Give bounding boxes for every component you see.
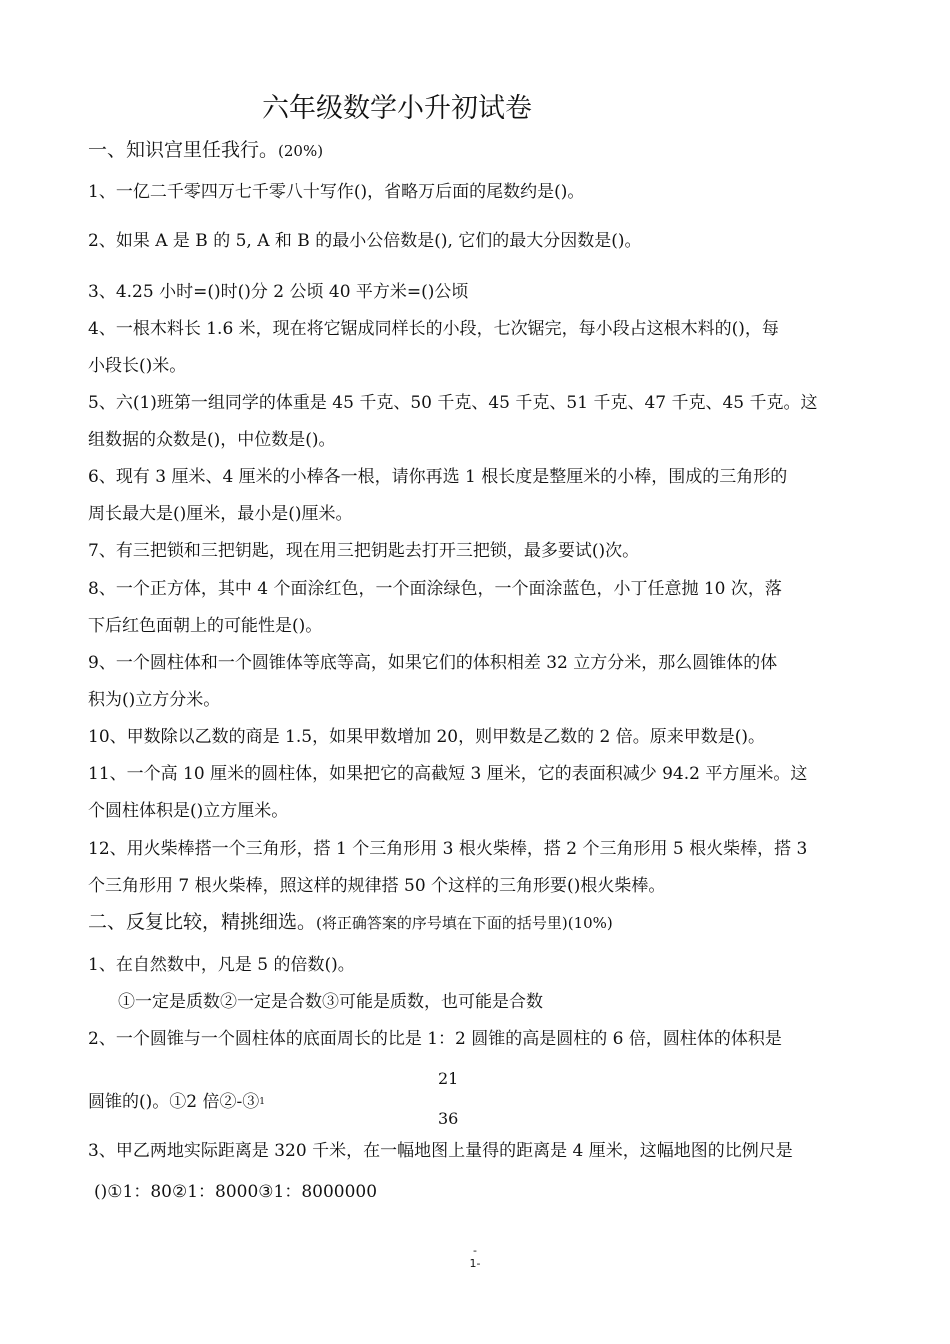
choice-question-2-line-1: 2、一个圆锥与一个圆柱体的底面周长的比是 1：2 圆锥的高是圆柱的 6 倍，圆柱体的体积是 — [88, 1029, 782, 1049]
section-heading-2 — [88, 910, 613, 935]
question-2: 2、如果 A 是 B 的 5, A 和 B 的最小公倍数是(), 它们的最大分因数是()。 — [88, 231, 642, 251]
question-4-line-1: 4、一根木料长 1.6 米，现在将它锯成同样长的小段，七次锯完，每小段占这根木料的()，每 — [88, 319, 779, 339]
choice-question-1-options: ①一定是质数②一定是合数③可能是质数，也可能是合数 — [118, 992, 543, 1012]
section-2-note: (将正确答案的序号填在下面的括号里)(10%) — [316, 914, 613, 932]
section-2-title: 二、反复比较，精挑细选。 — [88, 911, 317, 933]
question-4-line-2: 小段长()米。 — [88, 356, 187, 376]
choice-question-2-line-2 — [88, 1090, 265, 1114]
section-heading-1 — [88, 138, 323, 163]
question-12-line-2: 个三角形用 7 根火柴棒，照这样的规律搭 50 个这样的三角形要()根火柴棒。 — [88, 876, 666, 896]
choice-question-2-text: 圆锥的()。①2 倍②-③ — [88, 1092, 260, 1112]
question-6-line-1: 6、现有 3 厘米、4 厘米的小棒各一根，请你再选 1 根长度是整厘米的小棒，围成的三角形的 — [88, 467, 788, 487]
question-1: 1、一亿二千零四万七千零八十写作()，省略万后面的尾数约是()。 — [88, 182, 585, 202]
question-8-line-2: 下后红色面朝上的可能性是()。 — [88, 616, 323, 636]
question-6-line-2: 周长最大是()厘米，最小是()厘米。 — [88, 504, 353, 524]
question-10: 10、甲数除以乙数的商是 1.5，如果甲数增加 20，则甲数是乙数的 2 倍。原来甲数是()。 — [88, 727, 765, 747]
choice-question-3-line-1: 3、甲乙两地实际距离是 320 千米，在一幅地图上量得的距离是 4 厘米，这幅地图的比例尺是 — [88, 1141, 793, 1161]
question-12-line-1: 12、用火柴棒搭一个三角形，搭 1 个三角形用 3 根火柴棒，搭 2 个三角形用 5 根火柴棒，搭 3 — [88, 839, 808, 859]
section-1-score: (20%) — [278, 142, 324, 160]
page-number: 1- — [469, 1257, 481, 1270]
choice-question-3-line-2: ()①1：80②1：8000③1：8000000 — [94, 1182, 378, 1202]
question-9-line-2: 积为()立方分米。 — [88, 690, 221, 710]
question-5-line-2: 组数据的众数是()，中位数是()。 — [88, 430, 336, 450]
superscript-one: 1 — [259, 1097, 265, 1107]
question-11-line-2: 个圆柱体积是()立方厘米。 — [88, 801, 289, 821]
fraction-denominator: 36 — [438, 1109, 459, 1128]
question-7: 7、有三把锁和三把钥匙，现在用三把钥匙去打开三把锁，最多要试()次。 — [88, 541, 640, 561]
choice-question-1: 1、在自然数中，凡是 5 的倍数()。 — [88, 955, 355, 975]
question-9-line-1: 9、一个圆柱体和一个圆锥体等底等高，如果它们的体积相差 32 立方分米，那么圆锥体的体 — [88, 653, 778, 673]
question-8-line-1: 8、一个正方体，其中 4 个面涂红色，一个面涂绿色，一个面涂蓝色，小丁任意抛 10 次，落 — [88, 579, 782, 599]
question-3: 3、4.25 小时=()时()分 2 公顷 40 平方米=()公顷 — [88, 282, 469, 302]
question-5-line-1: 5、六(1)班第一组同学的体重是 45 千克、50 千克、45 千克、51 千克、47 千克、45 千克。这 — [88, 393, 818, 413]
section-1-title: 一、知识宫里任我行。 — [88, 139, 279, 161]
page-number-dash: - — [473, 1244, 477, 1257]
page-title: 六年级数学小升初试卷 — [262, 93, 532, 124]
fraction-numerator: 21 — [438, 1069, 459, 1088]
question-11-line-1: 11、一个高 10 厘米的圆柱体，如果把它的高截短 3 厘米，它的表面积减少 94.2 平方厘米。这 — [88, 764, 808, 784]
